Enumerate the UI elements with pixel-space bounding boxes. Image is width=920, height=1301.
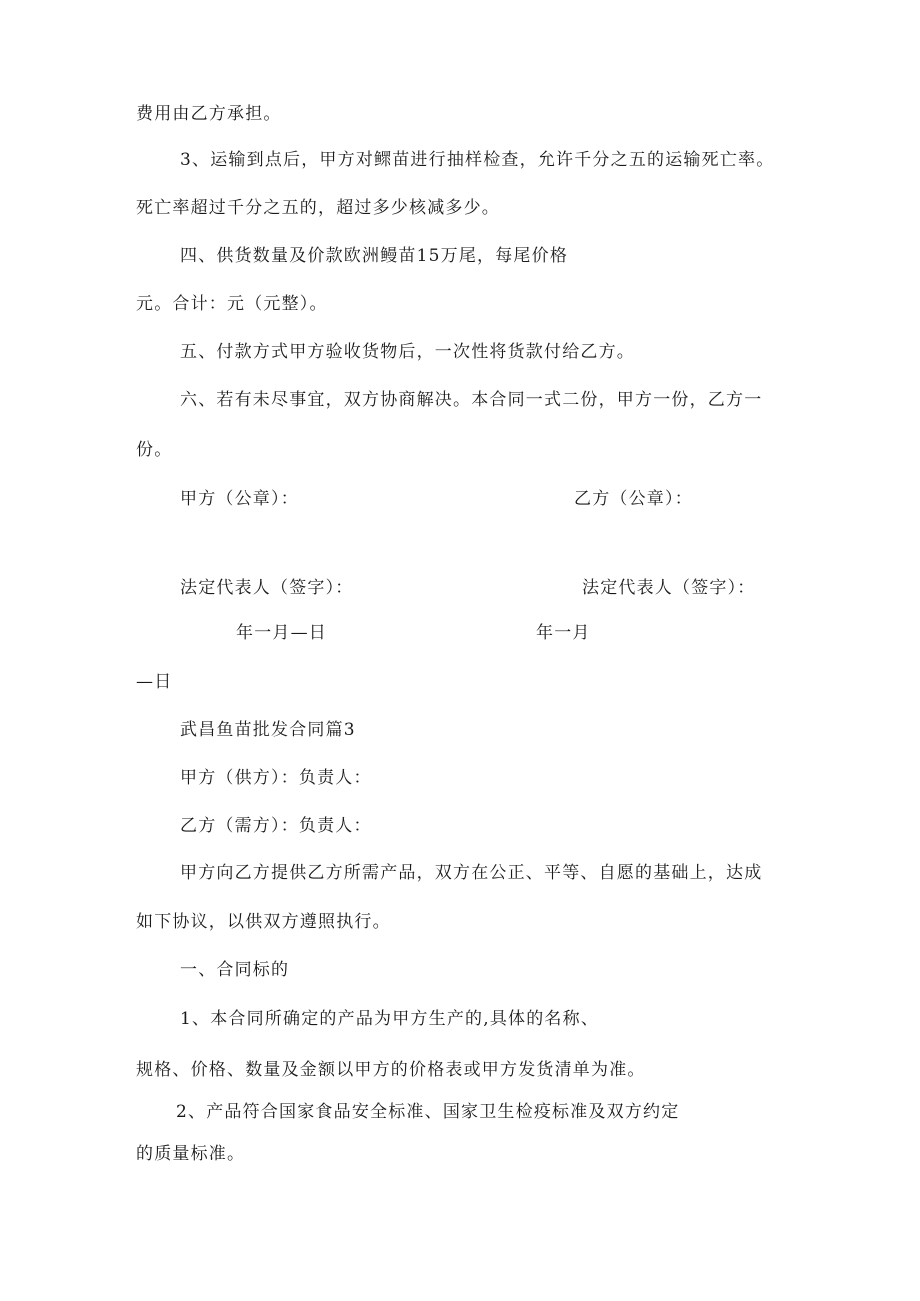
party-a-date: 年一月—日 <box>236 623 327 643</box>
party-a-supplier: 甲方（供方）：负责人： <box>180 768 372 788</box>
party-b-date-day: —日 <box>136 672 173 692</box>
paragraph-line: 死亡率超过千分之五的，超过多少核减多少。 <box>136 198 500 218</box>
contract-title: 武昌鱼苗批发合同篇3 <box>180 720 356 740</box>
section-6-misc: 六、若有未尽事宜，双方协商解决。本合同一式二份，甲方一份，乙方一 <box>180 390 763 410</box>
party-a-seal-label: 甲方（公章）： <box>180 489 299 509</box>
party-b-representative-label: 法定代表人（签字）： <box>582 578 756 598</box>
clause-2-standards: 2、产品符合国家食品安全标准、国家卫生检疫标准及双方约定 <box>176 1102 680 1122</box>
preamble: 甲方向乙方提供乙方所需产品，双方在公正、平等、自愿的基础上，达成 <box>180 863 763 883</box>
section-5-payment: 五、付款方式甲方验收货物后，一次性将货款付给乙方。 <box>180 342 635 362</box>
party-b-buyer: 乙方（需方）：负责人： <box>180 816 372 836</box>
clause-3-transport-inspection: 3、运输到点后，甲方对鳏苗进行抽样检查，允许千分之五的运输死亡率。 <box>180 150 775 170</box>
paragraph-line: 元。合计：元（元整）。 <box>136 294 328 314</box>
paragraph-line: 份。 <box>136 440 173 460</box>
paragraph-line: 如下协议，以供双方遵照执行。 <box>136 912 391 932</box>
paragraph-line: 规格、价格、数量及金额以甲方的价格表或甲方发货清单为准。 <box>136 1060 646 1080</box>
section-4-quantity-price: 四、供货数量及价款欧洲鳗苗15万尾，每尾价格 <box>180 246 569 266</box>
clause-1-products: 1、本合同所确定的产品为甲方生产的,具体的名称、 <box>180 1009 600 1029</box>
party-b-seal-label: 乙方（公章）： <box>574 489 693 509</box>
party-a-representative-label: 法定代表人（签字）： <box>180 578 354 598</box>
section-1-heading: 一、合同标的 <box>180 960 290 980</box>
party-b-date: 年一月 <box>536 623 591 643</box>
paragraph-line: 费用由乙方承担。 <box>136 104 282 124</box>
paragraph-line: 的质量标准。 <box>136 1144 246 1164</box>
